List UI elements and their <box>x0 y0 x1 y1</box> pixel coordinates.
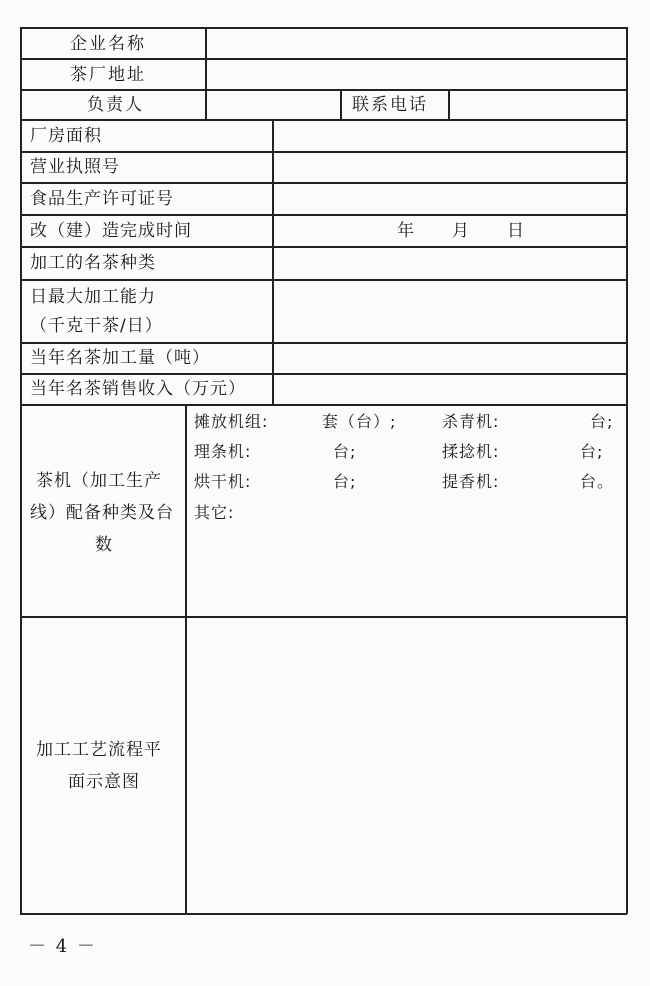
row-border <box>20 89 627 91</box>
column-divider <box>272 119 274 405</box>
column-divider <box>340 89 342 120</box>
column-divider <box>205 27 207 120</box>
outer-left-border <box>20 27 22 914</box>
dryer-unit: 台; <box>333 472 357 491</box>
shaping-machine-label: 理条机: <box>194 442 252 461</box>
row-border <box>20 373 627 375</box>
row-border <box>20 58 627 60</box>
row-border <box>20 151 627 153</box>
shaping-machine-unit: 台; <box>333 442 357 461</box>
row-border <box>20 27 627 29</box>
factory-address-label: 茶厂地址 <box>70 65 146 85</box>
daily-capacity-label-line1: 日最大加工能力 <box>30 287 156 307</box>
contact-phone-label: 联系电话 <box>352 95 428 115</box>
row-border <box>20 913 627 915</box>
outer-right-border <box>626 27 628 914</box>
row-border <box>20 182 627 184</box>
fixation-machine-unit: 台; <box>590 412 614 431</box>
annual-sales-label: 当年名茶销售收入（万元） <box>30 379 246 399</box>
equipment-label-line2: 线）配备种类及台 <box>30 503 174 523</box>
food-license-label: 食品生产许可证号 <box>30 189 174 209</box>
equipment-label-line3: 数 <box>95 535 113 555</box>
column-divider <box>448 89 450 120</box>
row-border <box>20 119 627 121</box>
annual-output-label: 当年名茶加工量（吨） <box>30 348 210 368</box>
daily-capacity-label-line2: （千克干茶/日） <box>30 316 163 336</box>
date-month-label: 月 <box>452 221 470 241</box>
process-label-line1: 加工工艺流程平 <box>36 740 162 760</box>
row-border <box>20 214 627 216</box>
spreading-group-unit: 套（台）; <box>322 412 397 431</box>
row-border <box>20 616 627 618</box>
date-year-label: 年 <box>397 221 415 241</box>
other-equipment-label: 其它: <box>194 503 235 522</box>
completion-time-label: 改（建）造完成时间 <box>30 221 192 241</box>
fixation-machine-label: 杀青机: <box>442 412 500 431</box>
tea-types-label: 加工的名茶种类 <box>30 253 156 273</box>
column-divider <box>185 404 187 914</box>
rolling-machine-unit: 台; <box>580 442 604 461</box>
aroma-machine-label: 提香机: <box>442 472 500 491</box>
factory-area-label: 厂房面积 <box>30 126 102 146</box>
process-label-line2: 面示意图 <box>68 772 140 792</box>
rolling-machine-label: 揉捻机: <box>442 442 500 461</box>
row-border <box>20 279 627 281</box>
date-day-label: 日 <box>507 221 525 241</box>
row-border <box>20 404 627 406</box>
aroma-machine-unit: 台。 <box>580 472 615 491</box>
equipment-label-line1: 茶机（加工生产 <box>36 471 162 491</box>
dryer-label: 烘干机: <box>194 472 252 491</box>
spreading-group-label: 摊放机组: <box>194 412 269 431</box>
business-license-label: 营业执照号 <box>30 157 120 177</box>
person-in-charge-label: 负责人 <box>87 95 144 115</box>
page-number: － 4 － <box>28 936 97 957</box>
company-name-label: 企业名称 <box>70 34 146 54</box>
row-border <box>20 342 627 344</box>
row-border <box>20 246 627 248</box>
